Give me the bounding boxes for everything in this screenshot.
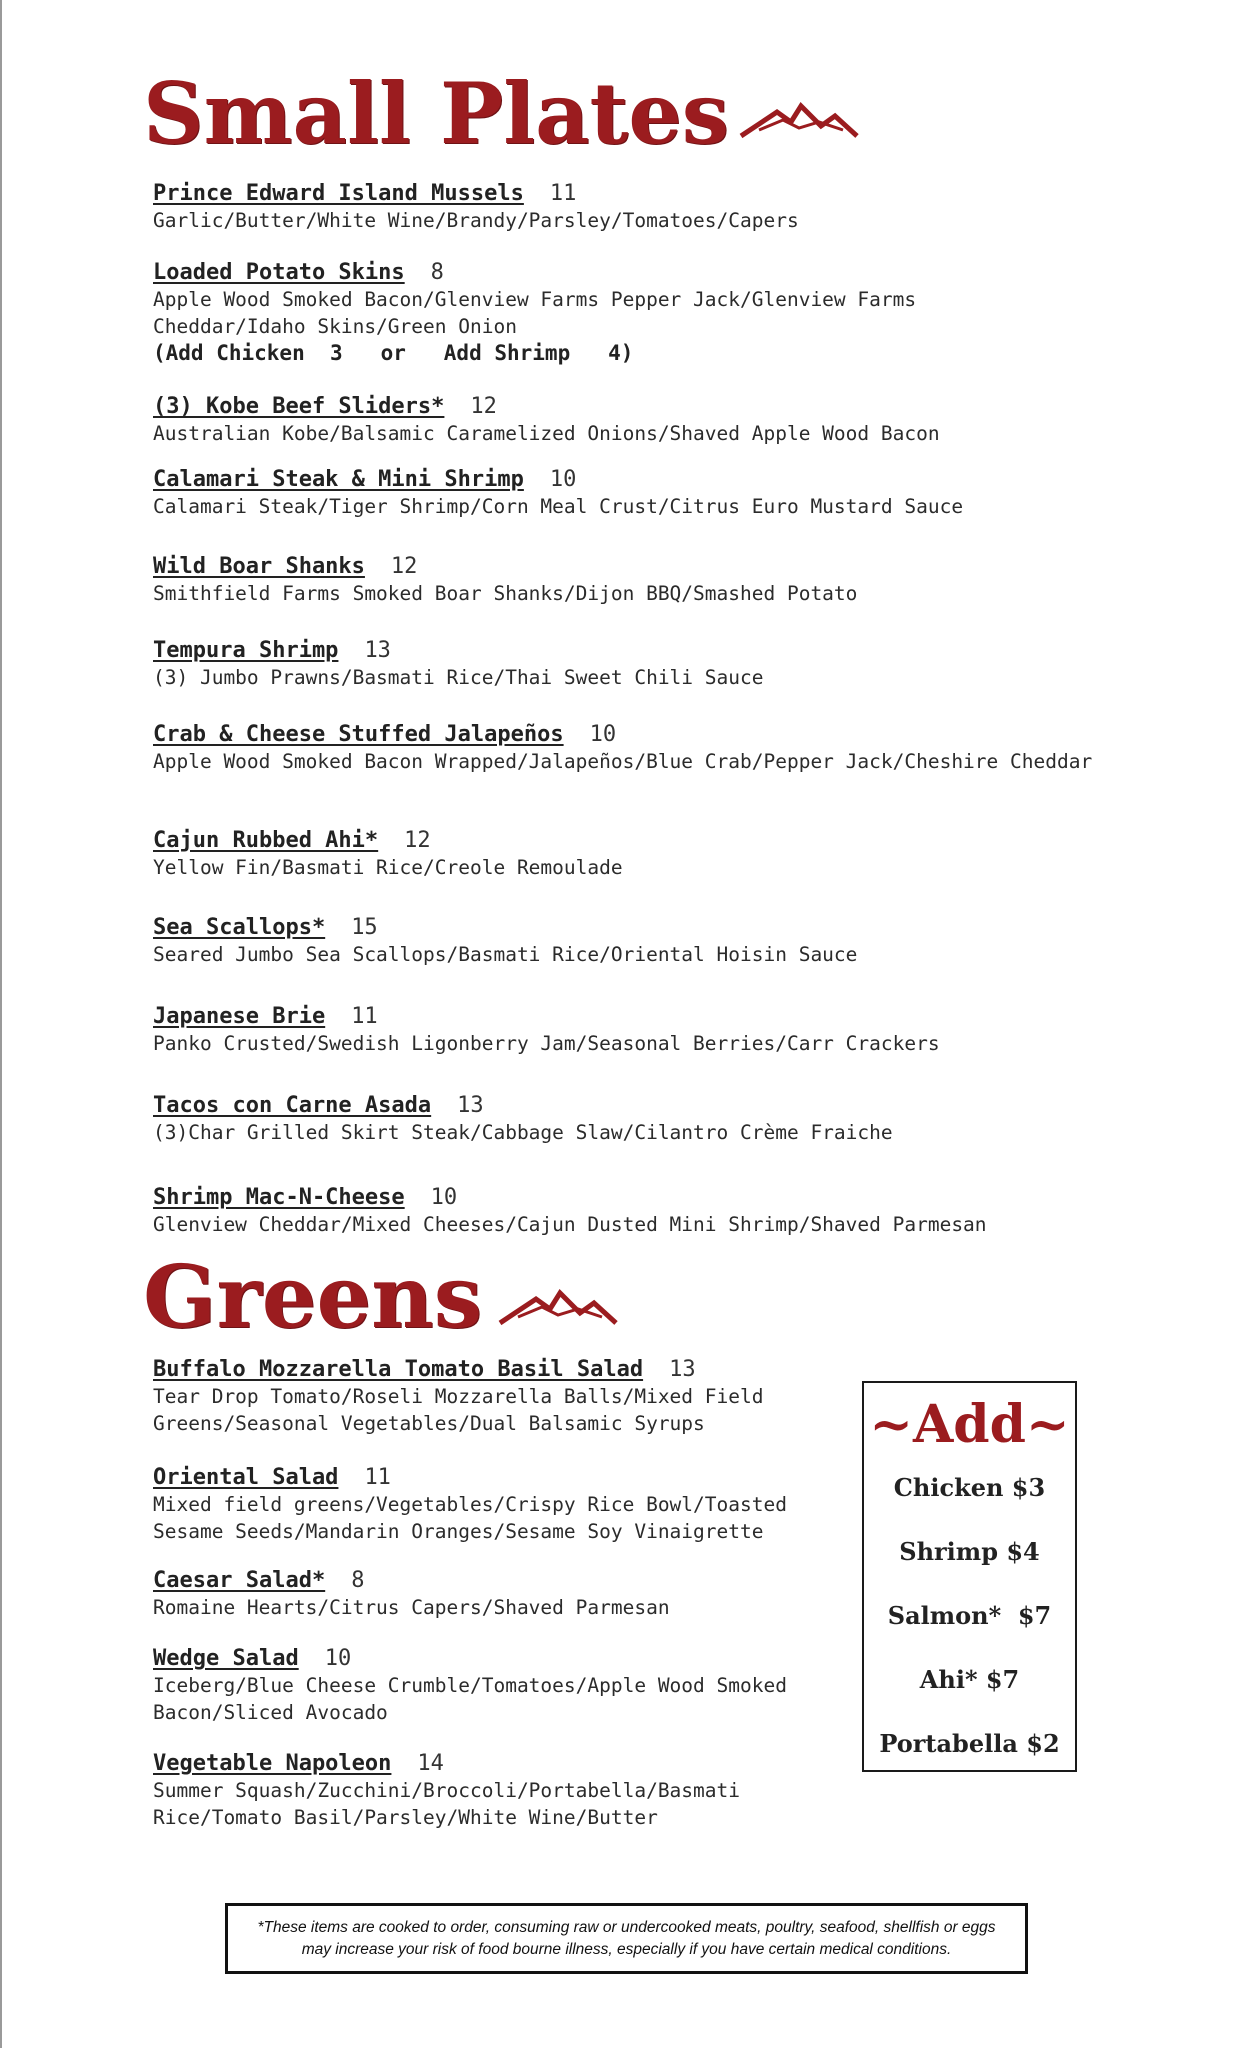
menu-item <box>153 721 1093 775</box>
item-description: Glenview Cheddar/Mixed Cheeses/Cajun Dusted Mini Shrimp/Shaved Parmesan <box>153 1213 987 1236</box>
item-addon-note: (Add Chicken 3 or Add Shrimp 4) <box>153 341 634 365</box>
greens-title: Greens <box>143 1247 483 1348</box>
item-name: Wild Boar Shanks <box>153 554 365 579</box>
item-description: Panko Crusted/Swedish Ligonberry Jam/Seasonal Berries/Carr Crackers <box>153 1032 940 1055</box>
menu-item <box>153 1750 813 1831</box>
item-description: Apple Wood Smoked Bacon/Glenview Farms Pepper Jack/Glenview Farms Cheddar/Idaho Skins/Green Onion <box>153 288 917 338</box>
item-price: 15 <box>351 915 378 940</box>
item-price: 12 <box>390 554 418 579</box>
item-description: Seared Jumbo Sea Scallops/Basmati Rice/Oriental Hoisin Sauce <box>153 943 858 966</box>
menu-item <box>153 1092 1053 1146</box>
item-description: Calamari Steak/Tiger Shrimp/Corn Meal Crust/Citrus Euro Mustard Sauce <box>153 495 964 518</box>
item-price: 13 <box>669 1357 696 1382</box>
item-description: Tear Drop Tomato/Roseli Mozzarella Balls/Mixed Field Greens/Seasonal Vegetables/Dual Balsamic Syrups <box>153 1385 764 1435</box>
item-name: Tacos con Carne Asada <box>153 1093 432 1118</box>
menu-item <box>153 466 1053 520</box>
item-price: 13 <box>457 1093 484 1118</box>
item-name: Calamari Steak & Mini Shrimp <box>153 467 524 492</box>
greens-header <box>143 1247 618 1348</box>
item-price: 8 <box>351 1568 365 1593</box>
item-price: 10 <box>589 722 617 747</box>
menu-item <box>153 1003 1053 1057</box>
item-description: Romaine Hearts/Citrus Capers/Shaved Parmesan <box>153 1596 670 1619</box>
item-description: Australian Kobe/Balsamic Caramelized Onions/Shaved Apple Wood Bacon <box>153 422 940 445</box>
item-price: 13 <box>364 638 391 663</box>
add-on-item: Portabella $2 <box>879 1729 1060 1758</box>
menu-item <box>153 553 1053 607</box>
menu-item <box>153 1464 853 1545</box>
item-name: Wedge Salad <box>153 1646 299 1671</box>
food-safety-disclaimer <box>225 1903 1028 1974</box>
item-price: 11 <box>364 1465 391 1490</box>
page-left-edge <box>0 0 2 2048</box>
item-name: Buffalo Mozzarella Tomato Basil Salad <box>153 1357 644 1382</box>
item-price: 14 <box>417 1751 444 1776</box>
item-name: Sea Scallops* <box>153 915 326 940</box>
item-description: Summer Squash/Zucchini/Broccoli/Portabella/Basmati Rice/Tomato Basil/Parsley/White Wine/Butter <box>153 1779 740 1829</box>
menu-item <box>153 637 1053 691</box>
item-price: 12 <box>470 394 497 419</box>
item-name: Shrimp Mac-N-Cheese <box>153 1185 405 1210</box>
item-name: Crab & Cheese Stuffed Jalapeños <box>153 722 564 747</box>
item-price: 8 <box>430 260 444 285</box>
item-price: 11 <box>549 181 577 206</box>
item-name: Cajun Rubbed Ahi* <box>153 828 379 853</box>
disclaimer-text: *These items are cooked to order, consuming raw or undercooked meats, poultry, seafood, shellfish or eggs may increase your risk of food bourne illness, especially if you have certain medical conditions. <box>257 1918 996 1958</box>
item-description: Mixed field greens/Vegetables/Crispy Rice Bowl/Toasted Sesame Seeds/Mandarin Oranges/Sesame Soy Vinaigrette <box>153 1493 787 1543</box>
add-on-item: Ahi* $7 <box>919 1665 1020 1694</box>
item-name: Prince Edward Island Mussels <box>153 181 524 206</box>
item-name: Vegetable Napoleon <box>153 1751 392 1776</box>
menu-item <box>153 1645 793 1726</box>
menu-item <box>153 914 1053 968</box>
small-plates-title: Small Plates <box>143 64 730 163</box>
item-name: Loaded Potato Skins <box>153 260 405 285</box>
item-description: Yellow Fin/Basmati Rice/Creole Remoulade <box>153 856 623 879</box>
add-on-item: Chicken $3 <box>893 1473 1046 1502</box>
item-name: Caesar Salad* <box>153 1568 326 1593</box>
add-on-item: Salmon* $7 <box>887 1601 1052 1630</box>
menu-item <box>153 1184 1153 1238</box>
menu-item <box>153 259 1053 367</box>
menu-item <box>153 827 1053 881</box>
item-description: (3)Char Grilled Skirt Steak/Cabbage Slaw/Cilantro Crème Fraiche <box>153 1121 893 1144</box>
item-name: Oriental Salad <box>153 1465 339 1490</box>
mountain-icon <box>739 100 859 142</box>
item-description: Iceberg/Blue Cheese Crumble/Tomatoes/Apple Wood Smoked Bacon/Sliced Avocado <box>153 1674 787 1724</box>
item-price: 10 <box>324 1646 352 1671</box>
menu-item <box>153 393 1053 447</box>
item-name: Tempura Shrimp <box>153 638 339 663</box>
add-ons-box <box>862 1381 1077 1772</box>
add-on-item: Shrimp $4 <box>899 1537 1040 1566</box>
add-ons-title: ~Add~ <box>869 1394 1070 1455</box>
item-price: 12 <box>404 828 431 853</box>
item-description: Smithfield Farms Smoked Boar Shanks/Dijon BBQ/Smashed Potato <box>153 582 858 605</box>
item-price: 11 <box>351 1004 378 1029</box>
item-description: (3) Jumbo Prawns/Basmati Rice/Thai Sweet Chili Sauce <box>153 666 764 689</box>
item-price: 10 <box>549 467 577 492</box>
small-plates-header <box>143 64 859 163</box>
menu-item <box>153 1356 853 1437</box>
item-description: Garlic/Butter/White Wine/Brandy/Parsley/Tomatoes/Capers <box>153 209 799 232</box>
menu-item <box>153 180 1053 234</box>
item-price: 10 <box>430 1185 458 1210</box>
item-name: (3) Kobe Beef Sliders* <box>153 394 445 419</box>
item-description: Apple Wood Smoked Bacon Wrapped/Jalapeños/Blue Crab/Pepper Jack/Cheshire Cheddar <box>153 750 1093 773</box>
item-name: Japanese Brie <box>153 1004 326 1029</box>
menu-item <box>153 1567 853 1621</box>
mountain-icon <box>498 1287 618 1329</box>
